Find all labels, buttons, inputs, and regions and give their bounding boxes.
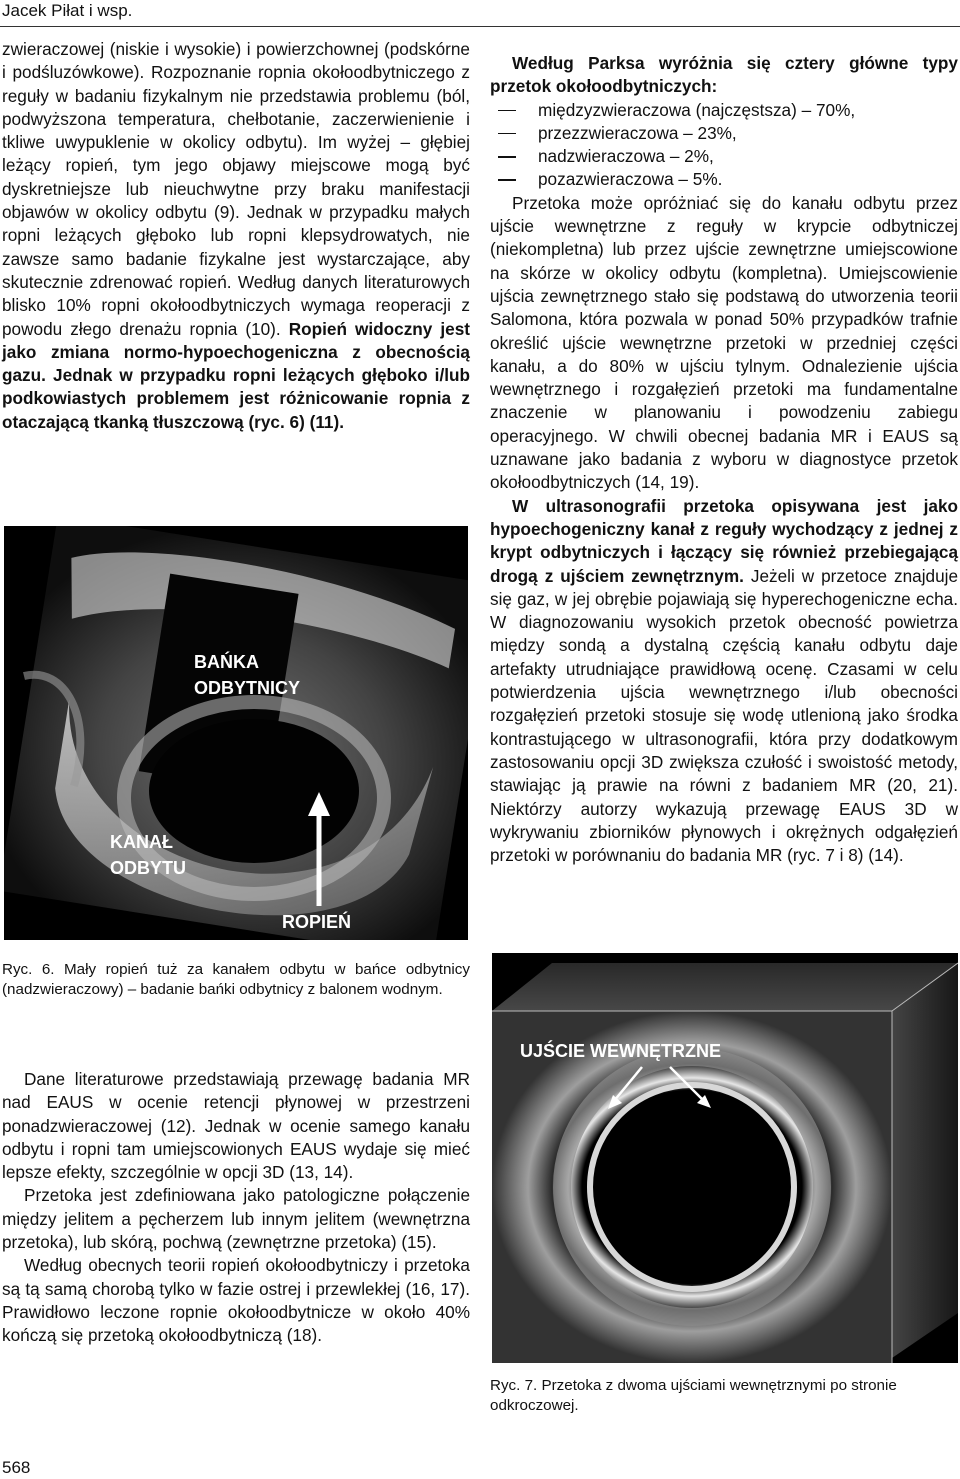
section-heading: Według Parksa wyróżnia się cztery główne typy przetok okołoodbytniczych: (490, 53, 958, 97)
header-rule (0, 26, 960, 27)
left-column-bottom-text (2, 1068, 470, 1348)
figure-6-caption: Ryc. 6. Mały ropień tuż za kanałem odbytu w bańce odbytnicy (nadzwieraczowy) – badanie bańki odbytnicy z balonem wodnym. (2, 961, 470, 998)
paragraph-text: zwieraczowej (niskie i wysokie) i powierzchownej (podskórne i podśluzówkowe). Rozpoznanie ropnia okołoodbytniczego z reguły w badaniu fizykalnym nie przedstawia problemu (ból, podwyższona temperatura, chełbotanie, zaczerwienienie i tkliwe uwypuklenie w okolicy odbytu). Im wyżej – głębiej leżący ropień, tym jego objawy miejscowe mogą być dyskretniejsze lub nieuchwytne przy braku manifestacji objawów w okolicy odbytu (9). Jednak w przypadku małych ropni leżących głęboko lub ropni klepsydrowatych, nie zawsze samo badanie fizykalne jest wystarczające, aby skutecznie zdrenować ropień. Według danych literaturowych blisko 10% ropni okołoodbytniczych wymaga reoperacji z powodu złego drenażu ropnia (10). (2, 39, 470, 339)
paragraph: Przetoka może opróżniać się do kanału odbytu przez ujście wewnętrzne z reguły w krypcie odbytniczej (niekompletna) lub przez ujście zewnętrzne umiejscowione na skórze w okolicy odbytu (kompletna). Umiejscowienie ujścia zewnętrznego stało się podstawą do utworzenia teorii Salomona, która pozwala w ponad 50% przypadków trafnie określić ujście wewnętrzne przetoki w przedniej części kanału, a do 80% w ujściu tylnym. Odnalezienie ujścia wewnętrznego i rozgałęzień przetoki ma fundamentalne znaczenie w planowaniu i powodzeniu zabiegu operacyjnego. W chwili obecnej badania MR i EAUS są uznawane jako badania z wyboru w diagnostyce przetok okołoodbytniczych (14, 19). (490, 192, 958, 493)
figure-7-graphic (492, 953, 958, 1363)
list-item: przezzwieraczowa – 23%, (490, 122, 958, 145)
label-ropien: ROPIEŃ (282, 912, 352, 932)
figure-6-graphic (4, 526, 468, 940)
label-kanal: KANAŁ ODBYTU (110, 832, 186, 878)
page-number: 568 (2, 1458, 31, 1477)
paragraph (2, 38, 470, 434)
label-ujscie-wewnetrzne: UJŚCIE WEWNĘTRZNE (520, 1041, 722, 1061)
list-item: nadzwieraczowa – 2%, (490, 145, 958, 168)
paragraph-bold-text: W ultrasonografii przetoka opisywana jest jako hypoechogeniczny kanał z reguły wychodzący z jednej z krypt odbytniczych i łączący się również przebiegającą drogą z ujściem zewnętrznym. (490, 495, 958, 586)
figure-7-3d-ultrasound-image (492, 953, 958, 1363)
paragraph-bold-text: Ropień widoczny jest jako zmiana normo-hypoechogeniczna z obecnością gazu. Jednak w przypadku ropni leżących głęboko i/lub podkowiastych problemem jest różnicowanie ropnia z otaczającą tkanką tłuszczową (ryc. 6) (11). (2, 318, 470, 432)
paragraph: Według obecnych teorii ropień okołoodbytniczy i przetoka są tą samą chorobą tylko w fazie ostrej i przewlekłej (16, 17). Prawidłowo leczone ropnie okołoodbytnicze w około 40% kończą się przetoką okołoodbytniczą (18). (2, 1255, 470, 1346)
figure-7-caption: Ryc. 7. Przetoka z dwoma ujściami wewnętrznymi po stronie odkroczowej. (490, 1377, 897, 1414)
fistula-types-list (490, 99, 958, 192)
paragraph-text: Jeżeli w przetoce znajduje się gaz, w jej obrębie pojawiają się hyperechogeniczne echa. W diagnozowaniu wysokich przetok obecność powietrza między sondą a dystalną częścią kanału odbytu daje artefakty utrudniające prawidłową ocenę. Czasami w celu potwierdzenia ujścia wewnętrznego i/lub obecności rozgałęzień przetoki stosuje się wodę utlenioną jako środka kontrastującego w ultrasonografii, która przy dodatkowym zastosowaniu opcji 3D zwiększa czułość i swoistość metody, stawiając ją prawie na równi z badaniem MR (20, 21). Niektórzy autorzy wykazują przewagę EAUS 3D w wykrywaniu zbiorników płynowych i okrężnych odgałęzień przetoki w porównaniu do badania MR (ryc. 7 i 8) (14). (490, 565, 959, 866)
left-column-top-text (2, 38, 470, 434)
label-banka: BAŃKA ODBYTNICY (194, 652, 301, 698)
running-head-authors: Jacek Piłat i wsp. (2, 1, 133, 20)
paragraph: Dane literaturowe przedstawiają przewagę badania MR nad EAUS w ocenie retencji płynowej w przestrzeni ponadzwieraczowej (12). Jednak w ocenie samego kanału odbytu i ropni tam umiejscowionych EAUS wydaje się mieć lepsze efekty, szczególnie w opcji 3D (13, 14). (2, 1069, 470, 1183)
list-item: międzyzwieraczowa (najczęstsza) – 70%, (490, 99, 958, 122)
page-header (0, 0, 960, 28)
list-item: pozazwieraczowa – 5%. (490, 168, 958, 191)
figure-6-ultrasound-image (4, 526, 468, 940)
paragraph: Przetoka jest zdefiniowana jako patologiczne połączenie między jelitem a pęcherzem lub innym jelitem (wewnętrzna przetoka), lub skórą, pochwą (zewnętrzne przetoka) (15). (2, 1185, 470, 1253)
paragraph (490, 495, 958, 868)
right-column-text (490, 52, 958, 867)
